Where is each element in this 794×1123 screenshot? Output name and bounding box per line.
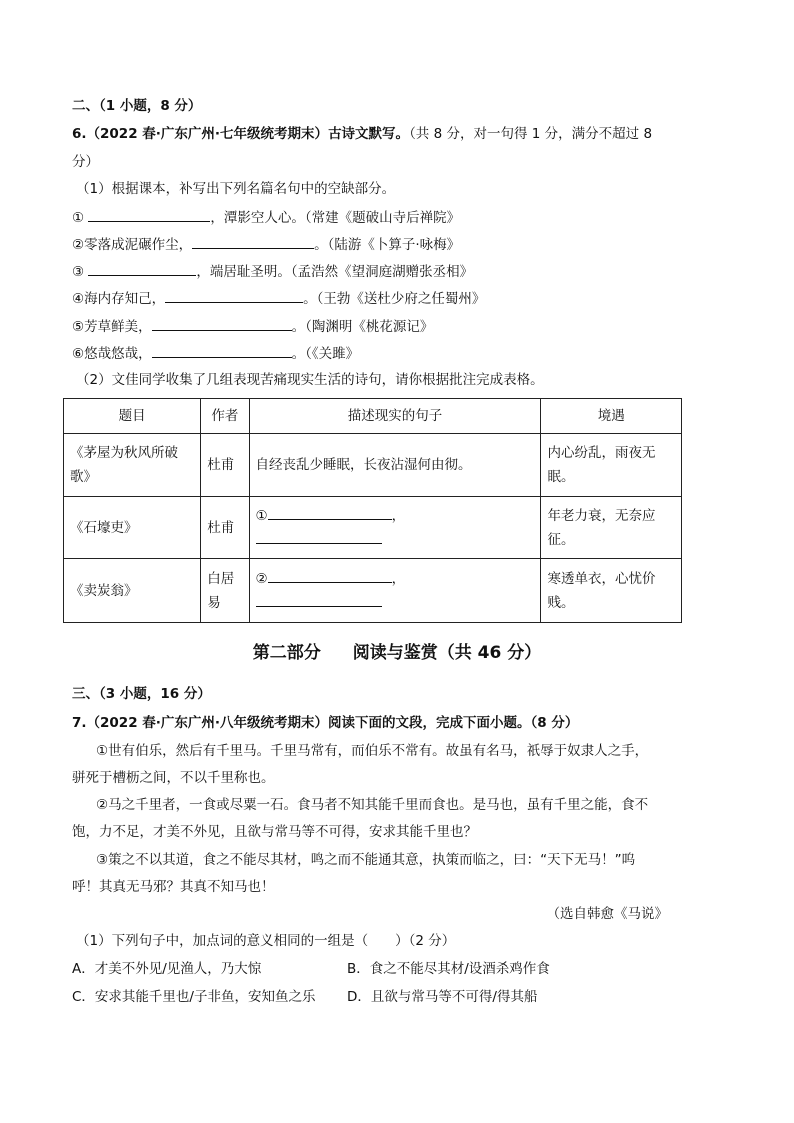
fill-pre: ②零落成泥碾作尘，: [72, 237, 193, 253]
cell-author: 杜甫: [201, 497, 249, 559]
cell-situation: 年老力衰，无奈应征。: [541, 497, 682, 559]
answer-line-1: [256, 567, 535, 591]
fill-line-2: [72, 234, 460, 255]
fill-blank[interactable]: [192, 234, 314, 249]
table-blank[interactable]: [268, 505, 392, 520]
fill-blank[interactable]: [152, 316, 292, 331]
q6-note: （共 8 分，对一句得 1 分，满分不超过 8: [409, 126, 653, 142]
section2-heading: 二、（1 小题，8 分）: [72, 98, 202, 114]
q6-title: 古诗文默写。: [328, 126, 410, 142]
passage-p1a: ①世有伯乐，然后有千里马。千里马常有，而伯乐不常有。故虽有名马，祇辱于奴隶人之手，: [96, 743, 649, 759]
passage-p3a: ③策之不以其道，食之不能尽其材，鸣之而不能通其意，执策而临之，曰：“天下无马！”呜: [96, 852, 636, 868]
table-row: [64, 497, 682, 559]
option-d[interactable]: D．且欲与常马等不可得/得其船: [347, 989, 538, 1005]
blank-mark: ①: [255, 507, 268, 524]
cell-situation: 内心纷乱，雨夜无眠。: [541, 434, 682, 497]
fill-pre: ③: [72, 264, 85, 280]
cell-sentence: [249, 559, 541, 623]
q6-note-cont: 分）: [72, 154, 99, 170]
option-a[interactable]: A．才美不外见/见渔人，乃大惊: [72, 961, 262, 977]
cell-situation: 寒透单衣，心忧价贱。: [541, 559, 682, 623]
cell-sentence: [249, 497, 541, 559]
table-row: [64, 559, 682, 623]
passage-p2a: ②马之千里者，一食或尽粟一石。食马者不知其能千里而食也。是马也，虽有千里之能，食不: [96, 797, 649, 813]
fill-post: 。（陶渊明《桃花源记》: [291, 319, 434, 335]
fill-pre: ⑤芳草鲜美，: [72, 319, 152, 335]
passage-p1b: 骈死于槽枥之间，不以千里称也。: [72, 770, 275, 786]
fill-pre: ①: [72, 210, 85, 226]
table-blank[interactable]: [256, 529, 382, 544]
passage-p2b: 饱，力不足，才美不外见，且欲与常马等不可得，安求其能千里也？: [72, 824, 477, 840]
cell-author: 白居易: [201, 559, 249, 623]
cell-title: 《卖炭翁》: [64, 559, 201, 623]
sub1: （1）根据课本，补写出下列名篇名句中的空缺部分。: [76, 181, 396, 197]
fill-post: 。（王勃《送杜少府之任蜀州》: [303, 291, 486, 307]
header-sentence: 描述现实的句子: [249, 399, 541, 434]
part2-title: 阅读与鉴赏（共 46 分）: [352, 643, 542, 663]
cell-title: 《石壕吏》: [64, 497, 201, 559]
table-blank[interactable]: [256, 592, 382, 607]
fill-line-5: [72, 316, 433, 337]
fill-blank[interactable]: [152, 343, 292, 358]
cell-title: 《茅屋为秋风所破歌》: [64, 434, 201, 497]
option-b[interactable]: B．食之不能尽其材/设酒杀鸡作食: [347, 961, 550, 977]
header-title: 题目: [64, 399, 201, 434]
fill-line-1: [72, 207, 460, 228]
passage-p3b: 呼！其真无马邪？其真不知马也！: [72, 879, 275, 895]
blank-mark: ②: [255, 570, 268, 587]
cell-sentence: 自经丧乱少睡眠，长夜沾湿何由彻。: [249, 434, 541, 497]
q6-line: [72, 124, 652, 144]
fill-post: ，端居耻圣明。（孟浩然《望洞庭湖赠张丞相》: [196, 264, 474, 280]
table-row: [64, 434, 682, 497]
answer-line-1: [256, 504, 535, 528]
fill-blank[interactable]: [88, 261, 196, 276]
fill-post: ，潭影空人心。（常建《题破山寺后禅院》: [210, 210, 461, 226]
table-blank[interactable]: [268, 568, 392, 583]
fill-post: 。（陆游《卜算子·咏梅》: [314, 237, 461, 253]
fill-post: 。（《关雎》: [291, 346, 360, 362]
blank-comma: ，: [391, 570, 406, 587]
q7-line: 7.（2022 春·广东广州·八年级统考期末）阅读下面的文段，完成下面小题。（8 分）: [72, 715, 579, 731]
header-author: 作者: [201, 399, 249, 434]
table-header-row: [64, 399, 682, 434]
option-c[interactable]: C．安求其能千里也/子非鱼，安知鱼之乐: [72, 989, 316, 1005]
part2-label: 第二部分: [252, 643, 321, 663]
fill-blank[interactable]: [88, 207, 210, 222]
section3-heading: 三、（3 小题，16 分）: [72, 686, 211, 702]
fill-blank[interactable]: [165, 288, 303, 303]
fill-pre: ⑥悠哉悠哉，: [72, 346, 152, 362]
fill-line-4: [72, 288, 485, 309]
sub2: （2）文佳同学收集了几组表现苦痛现实生活的诗句，请你根据批注完成表格。: [76, 372, 544, 388]
q7-1: （1）下列句子中，加点词的意义相同的一组是（ ）（2 分）: [76, 933, 456, 949]
cell-author: 杜甫: [201, 434, 249, 497]
answer-line-2: [256, 591, 535, 615]
blank-comma: ，: [391, 507, 406, 524]
answer-line-2: [256, 528, 535, 552]
fill-pre: ④海内存知己，: [72, 291, 166, 307]
fill-line-6: [72, 343, 359, 364]
header-situation: 境遇: [541, 399, 682, 434]
fill-line-3: [72, 261, 473, 282]
passage-source: （选自韩愈《马说》: [546, 906, 668, 922]
poem-table: [63, 398, 682, 623]
q6-prefix: 6.（2022 春·广东广州·七年级统考期末）: [72, 126, 329, 142]
part2-heading: [0, 642, 794, 664]
